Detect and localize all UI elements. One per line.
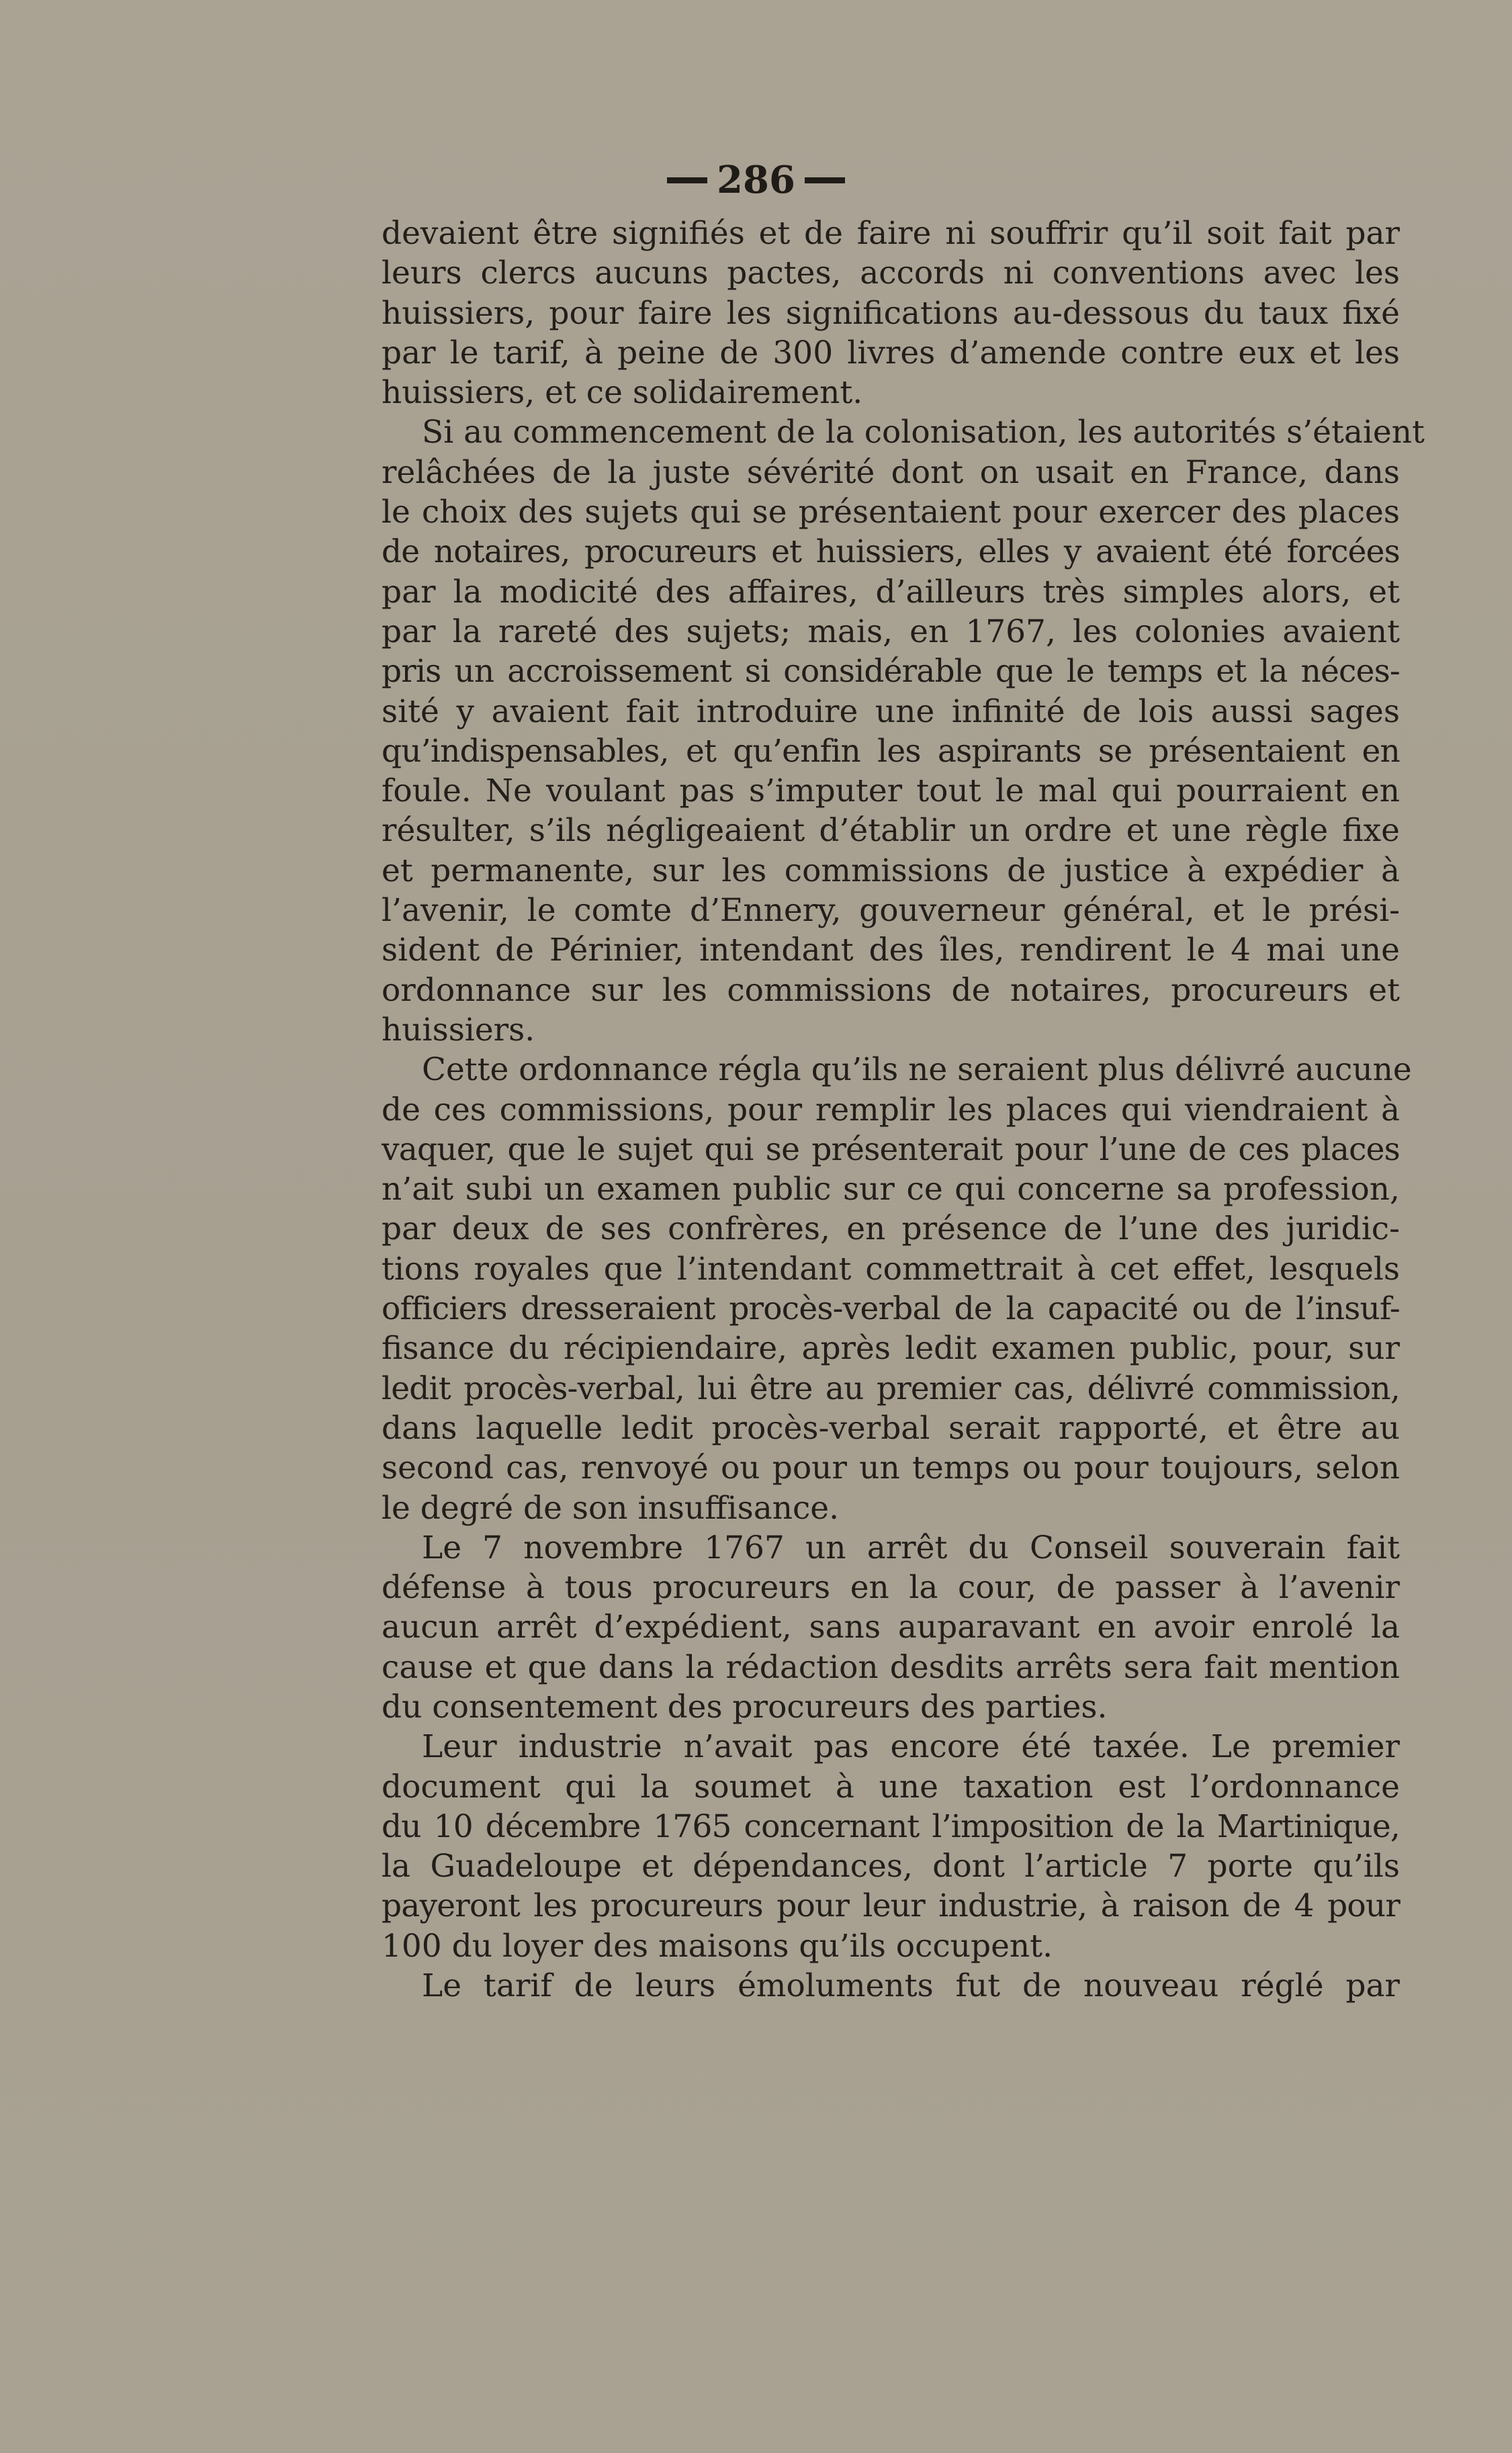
text-line: par la rareté des sujets; mais, en 1767, les colonies avaient (382, 613, 1400, 650)
text-line: second cas, renvoyé ou pour un temps ou pour toujours, selon (382, 1450, 1400, 1487)
text-line: payeront les procureurs pour leur industrie, à raison de 4 pour (382, 1887, 1400, 1925)
text-line: huissiers, et ce solidairement. (382, 374, 863, 412)
text-line: du consentement des procureurs des parties. (382, 1688, 1108, 1726)
text-line: fisance du récipiendaire, après ledit examen public, pour, sur (382, 1330, 1400, 1368)
text-line: qu’indispensables, et qu’enfin les aspirants se présentaient en (382, 732, 1400, 770)
text-line: n’ait subi un examen public sur ce qui concerne sa profession, (382, 1171, 1400, 1208)
text-line: tions royales que l’intendant commettrait à cet effet, lesquels (382, 1250, 1400, 1288)
text-line: résulter, s’ils négligeaient d’établir un ordre et une règle fixe (382, 812, 1400, 850)
text-line: et permanente, sur les commissions de justice à expédier à (382, 852, 1400, 889)
text-line: 100 du loyer des maisons qu’ils occupent. (382, 1927, 1053, 1965)
text-line: de ces commissions, pour remplir les places qui viendraient à (382, 1091, 1400, 1128)
text-line: dans laquelle ledit procès-verbal serait rapporté, et être au (382, 1409, 1400, 1447)
text-line: devaient être signifiés et de faire ni souffrir qu’il soit fait par (382, 215, 1400, 252)
text-line: huissiers, pour faire les significations au-dessous du taux fixé (382, 294, 1400, 332)
text-line: cause et que dans la rédaction desdits arrêts sera fait mention (382, 1648, 1400, 1686)
text-line: par le tarif, à peine de 300 livres d’amende contre eux et les (382, 334, 1400, 371)
text-line: huissiers. (382, 1011, 535, 1049)
text-line: le degré de son insuffisance. (382, 1489, 840, 1527)
text-line: document qui la soumet à une taxation est l’ordonnance (382, 1768, 1400, 1805)
text-line: de notaires, procureurs et huissiers, elles y avaient été forcées (382, 533, 1400, 571)
text-line: ledit procès-verbal, lui être au premier cas, délivré commission, (382, 1370, 1400, 1407)
text-line: le choix des sujets qui se présentaient pour exercer des places (382, 494, 1400, 531)
text-line: officiers dresseraient procès-verbal de la capacité ou de l’insuf- (382, 1290, 1400, 1328)
header-dash-right (805, 177, 845, 183)
page-number: 286 (717, 158, 795, 202)
text-line: par la modicité des affaires, d’ailleurs très simples alors, et (382, 573, 1400, 611)
text-line: relâchées de la juste sévérité dont on usait en France, dans (382, 453, 1400, 491)
header-dash-left (667, 177, 707, 183)
text-line: sident de Périnier, intendant des îles, rendirent le 4 mai une (382, 932, 1400, 969)
text-line: leurs clercs aucuns pactes, accords ni conventions avec les (382, 255, 1400, 292)
text-line: Si au commencement de la colonisation, les autorités s’étaient (422, 414, 1425, 451)
text-line: foule. Ne voulant pas s’imputer tout le mal qui pourraient en (382, 772, 1400, 810)
text-line: défense à tous procureurs en la cour, de passer à l’avenir (382, 1569, 1400, 1607)
text-line: sité y avaient fait introduire une infinité de lois aussi sages (382, 693, 1400, 730)
text-line: par deux de ses confrères, en présence de l’une des juridic- (382, 1210, 1400, 1248)
body-text (382, 214, 1425, 2006)
text-line: pris un accroissement si considérable que le temps et la néces- (382, 653, 1400, 690)
text-line: du 10 décembre 1765 concernant l’imposition de la Martinique, (382, 1808, 1400, 1845)
text-line: Leur industrie n’avait pas encore été taxée. Le premier (422, 1728, 1400, 1766)
text-line: vaquer, que le sujet qui se présenterait pour l’une de ces places (382, 1130, 1400, 1168)
text-line: ordonnance sur les commissions de notaires, procureurs et (382, 971, 1400, 1009)
text-line: Cette ordonnance régla qu’ils ne seraient plus délivré aucune (422, 1051, 1412, 1089)
text-line: Le tarif de leurs émoluments fut de nouveau réglé par (422, 1967, 1400, 2005)
text-line: Le 7 novembre 1767 un arrêt du Conseil souverain fait (422, 1529, 1400, 1566)
text-line: la Guadeloupe et dépendances, dont l’article 7 porte qu’ils (382, 1848, 1400, 1885)
text-line: aucun arrêt d’expédient, sans auparavant en avoir enrolé la (382, 1609, 1400, 1646)
text-line: l’avenir, le comte d’Ennery, gouverneur général, et le prési- (382, 892, 1400, 930)
page-header (0, 160, 1512, 200)
